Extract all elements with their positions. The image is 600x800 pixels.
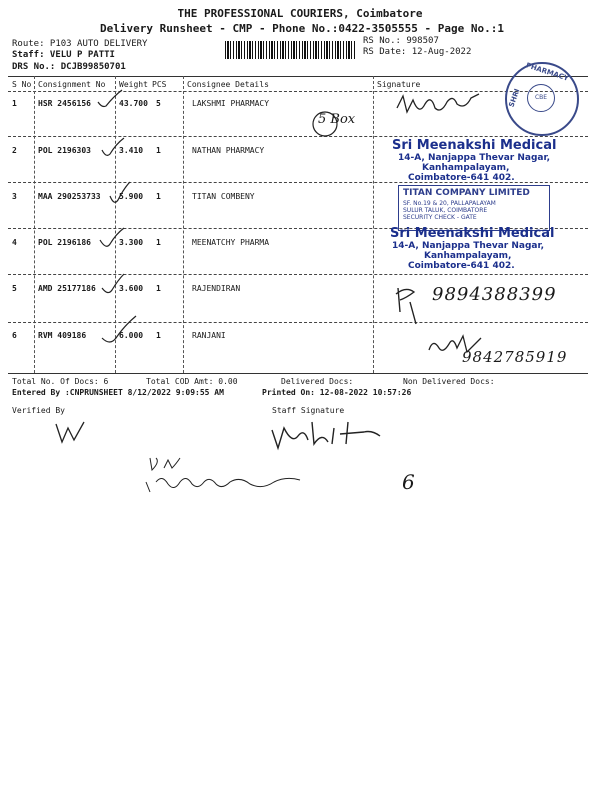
col-header-consignee: Consignee Details <box>187 80 269 89</box>
row-pcs: 1 <box>156 146 161 155</box>
verified-signature <box>50 418 90 446</box>
tick-mark <box>102 138 124 155</box>
titan-security-stamp <box>398 185 550 231</box>
barcode <box>225 41 357 59</box>
titan-stamp-line: SF. No.19 & 20, PALLAPALAYAM <box>403 200 496 207</box>
row-sno: 1 <box>12 99 17 108</box>
stamp-line: Coimbatore-641 402. <box>408 173 515 183</box>
col-header-pcs: PCS <box>152 80 167 89</box>
row-consignment: RVM 409186 <box>38 331 87 340</box>
row-weight: 3.300 <box>119 238 144 247</box>
col-divider <box>34 76 35 373</box>
row-pcs: 1 <box>156 284 161 293</box>
stamp-line: Kanhampalayam, <box>424 251 512 261</box>
row-sno: 3 <box>12 192 17 201</box>
drs-number: DRS No.: DCJB99850701 <box>12 62 126 72</box>
col-divider <box>183 76 184 373</box>
col-header-weight: Weight <box>119 80 148 89</box>
row-sno: 6 <box>12 331 17 340</box>
row-consignment: MAA 290253733 <box>38 192 101 201</box>
meenakshi-stamp-2 <box>390 226 554 271</box>
total-cod: Total COD Amt: 0.00 <box>146 377 238 386</box>
route-label: Route: P103 AUTO DELIVERY <box>12 39 148 49</box>
stamp-line: 14-A, Nanjappa Thevar Nagar, <box>392 241 545 251</box>
stamp-name: Sri Meenakshi Medical <box>390 226 555 241</box>
delivered-docs: Delivered Docs: <box>281 377 354 386</box>
row-pcs: 5 <box>156 99 161 108</box>
meenakshi-stamp-1 <box>392 138 556 183</box>
row5-signature <box>392 282 432 326</box>
non-delivered-docs: Non Delivered Docs: <box>403 377 495 386</box>
printed-on: Printed On: 12-08-2022 10:57:26 <box>262 388 412 397</box>
row5-phone: 9894388399 <box>432 284 557 305</box>
row-consignment: POL 2196186 <box>38 238 91 247</box>
row-consignment: POL 2196303 <box>38 146 91 155</box>
round-stamp-left-text: SHRI <box>507 87 522 109</box>
row-consignee: MEENATCHY PHARMA <box>192 238 270 247</box>
row-weight: 5.900 <box>119 192 144 201</box>
verified-by-label: Verified By <box>12 406 65 415</box>
company-title: THE PROFESSIONAL COURIERS, Coimbatore <box>177 7 423 20</box>
row1-signature <box>395 90 485 120</box>
tick-mark <box>100 228 124 246</box>
staff-label: Staff: VELU P PATTI <box>12 50 115 60</box>
row-weight: 3.410 <box>119 146 144 155</box>
row-pcs: 1 <box>156 238 161 247</box>
handwritten-page-number: 6 <box>402 470 415 494</box>
total-docs: Total No. Of Docs: 6 <box>12 377 109 386</box>
tick-mark <box>110 182 130 202</box>
table-top-rule <box>8 76 588 77</box>
col-header-consignment: Consignment No <box>38 80 106 89</box>
row-pcs: 1 <box>156 192 161 201</box>
titan-stamp-line: SULUR TALUK, COIMBATORE <box>403 207 488 214</box>
five-box-note: 5 Box <box>318 112 356 127</box>
tick-mark <box>102 316 136 342</box>
row-pcs: 1 <box>156 331 161 340</box>
row-sno: 2 <box>12 146 17 155</box>
table-bottom-rule <box>8 373 588 374</box>
stamp-line: Kanhampalayam, <box>422 163 510 173</box>
row-consignee: LAKSHMI PHARMACY <box>192 99 270 108</box>
row-sno: 4 <box>12 238 17 247</box>
rs-number: RS No.: 998507 <box>363 36 439 46</box>
row-weight: 43.700 <box>119 99 148 108</box>
col-divider <box>373 76 374 373</box>
col-header-sno: S No <box>12 80 32 89</box>
stamp-line: 14-A, Nanjappa Thevar Nagar, <box>398 153 551 163</box>
row-consignee: RAJENDIRAN <box>192 284 241 293</box>
row6-phone: 9842785919 <box>462 348 568 366</box>
row-consignment: AMD 25177186 <box>38 284 96 293</box>
tick-mark <box>102 274 124 293</box>
staff-signature-label: Staff Signature <box>272 406 345 415</box>
row-consignee: TITAN COMBENY <box>192 192 255 201</box>
rs-date: RS Date: 12-Aug-2022 <box>363 47 472 57</box>
tick-mark <box>98 90 122 107</box>
pharmacy-round-stamp <box>505 62 579 136</box>
entered-by: Entered By :CNPRUNSHEET 8/12/2022 9:09:55 AM <box>12 388 224 397</box>
runsheet-title: Delivery Runsheet - CMP - Phone No.:0422-3505555 - Page No.:1 <box>100 22 504 35</box>
tick-marks <box>80 88 150 358</box>
titan-stamp-name: TITAN COMPANY LIMITED <box>403 188 530 198</box>
row-weight: 3.600 <box>119 284 144 293</box>
round-stamp-top-text: PHARMACY <box>524 61 570 83</box>
staff-signature <box>268 418 388 452</box>
row-consignee: NATHAN PHARMACY <box>192 146 265 155</box>
stamp-line: Coimbatore-641 402. <box>408 261 515 271</box>
row-consignee: RANJANI <box>192 331 226 340</box>
row-consignment: HSR 2456156 <box>38 99 91 108</box>
row-weight: 6.000 <box>119 331 144 340</box>
receiver-signature <box>140 452 310 498</box>
round-stamp-center: CBE <box>527 84 555 112</box>
stamp-name: Sri Meenakshi Medical <box>392 138 557 153</box>
col-header-signature: Signature <box>377 80 421 89</box>
titan-stamp-line: SECURITY CHECK - GATE <box>403 214 477 221</box>
row-sno: 5 <box>12 284 17 293</box>
